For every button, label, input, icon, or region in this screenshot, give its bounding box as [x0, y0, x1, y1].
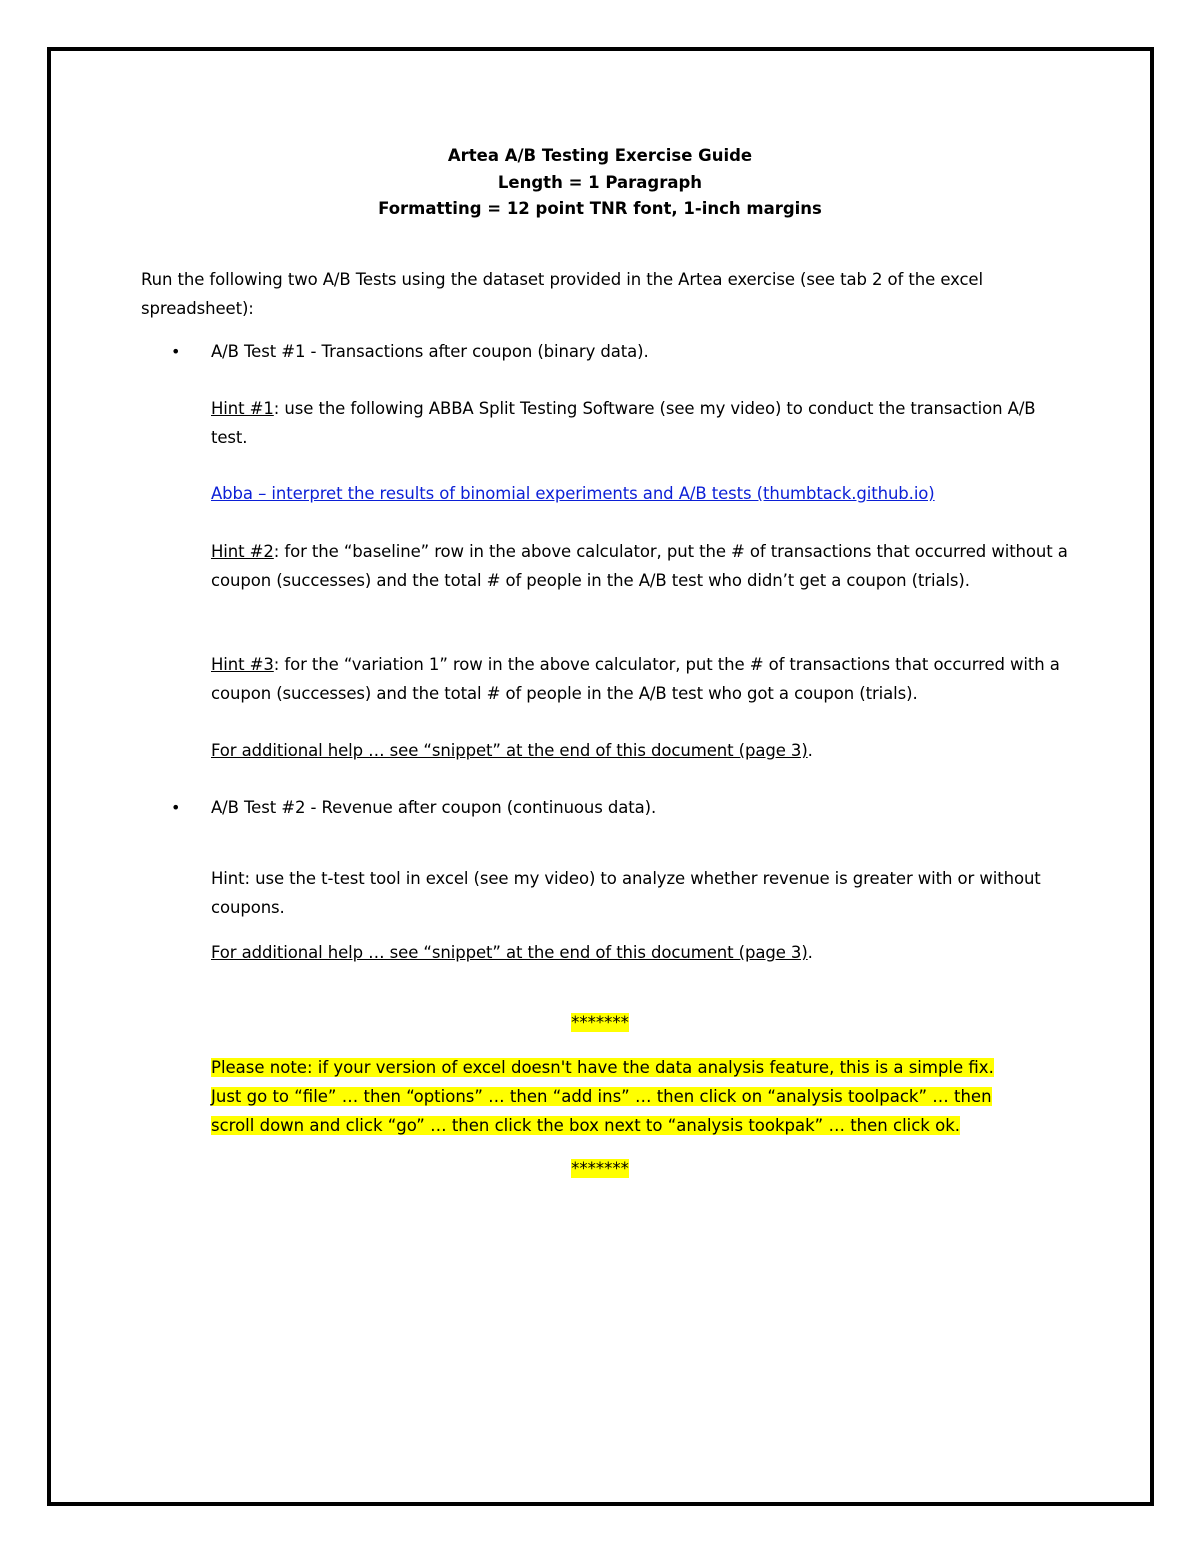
test1-hint3	[211, 650, 1071, 708]
note-line-2: Just go to “file” … then “options” … then “add ins” … then click on “analysis toolpack” … then	[211, 1087, 992, 1106]
abba-link-line	[211, 479, 1071, 508]
hint1-text: : use the following ABBA Split Testing Software (see my video) to conduct the transaction A/B test.	[211, 399, 1036, 447]
test2-hint: Hint: use the t-test tool in excel (see my video) to analyze whether revenue is greater with or without coupons.	[211, 869, 1041, 917]
stars-bottom: *******	[571, 1159, 629, 1178]
test1-hint2	[211, 537, 1071, 595]
test2-title: A/B Test #2 - Revenue after coupon (continuous data).	[211, 798, 657, 817]
intro-paragraph: Run the following two A/B Tests using the dataset provided in the Artea exercise (see tab 2 of the excel spreadsheet):	[141, 270, 983, 318]
stars-bottom-line	[0, 1154, 1200, 1183]
bullet-icon: •	[171, 342, 181, 361]
test2-help	[211, 938, 1071, 967]
test1-help	[211, 736, 1071, 765]
document-header	[0, 143, 1200, 223]
abba-link[interactable]: Abba – interpret the results of binomial experiments and A/B tests (thumbtack.github.io)	[211, 484, 935, 503]
formatting-requirement: Formatting = 12 point TNR font, 1-inch margins	[378, 199, 822, 218]
document-title: Artea A/B Testing Exercise Guide	[447, 146, 753, 165]
bullet-icon: •	[171, 798, 181, 817]
hint1-label: Hint #1	[211, 399, 274, 418]
test1-help-text: For additional help … see “snippet” at the end of this document (page 3)	[211, 741, 808, 760]
test2-help-period: .	[807, 943, 813, 962]
length-requirement: Length = 1 Paragraph	[497, 172, 703, 192]
test1-hint1	[211, 394, 1071, 452]
test2-help-text: For additional help … see “snippet” at the end of this document (page 3)	[211, 943, 808, 962]
note-line-1: Please note: if your version of excel doesn't have the data analysis feature, this is a simple fix.	[211, 1058, 994, 1077]
hint3-label: Hint #3	[211, 655, 274, 674]
hint3-text: : for the “variation 1” row in the above calculator, put the # of transactions that occurred with a coupon (successes) and the total # of people in the A/B test who got a coupon (trials).	[211, 655, 1060, 703]
hint2-text: : for the “baseline” row in the above calculator, put the # of transactions that occurred without a coupon (successes) and the total # of people in the A/B test who didn’t get a coupon (trials).	[211, 542, 1068, 590]
stars-top-line	[0, 1008, 1200, 1037]
excel-note	[211, 1053, 1071, 1140]
stars-top: *******	[571, 1013, 629, 1032]
test1-title: A/B Test #1 - Transactions after coupon (binary data).	[211, 342, 649, 361]
hint2-label: Hint #2	[211, 542, 274, 561]
test1-help-period: .	[807, 741, 813, 760]
note-line-3: scroll down and click “go” … then click the box next to “analysis tookpak” … then click ok.	[211, 1116, 961, 1135]
